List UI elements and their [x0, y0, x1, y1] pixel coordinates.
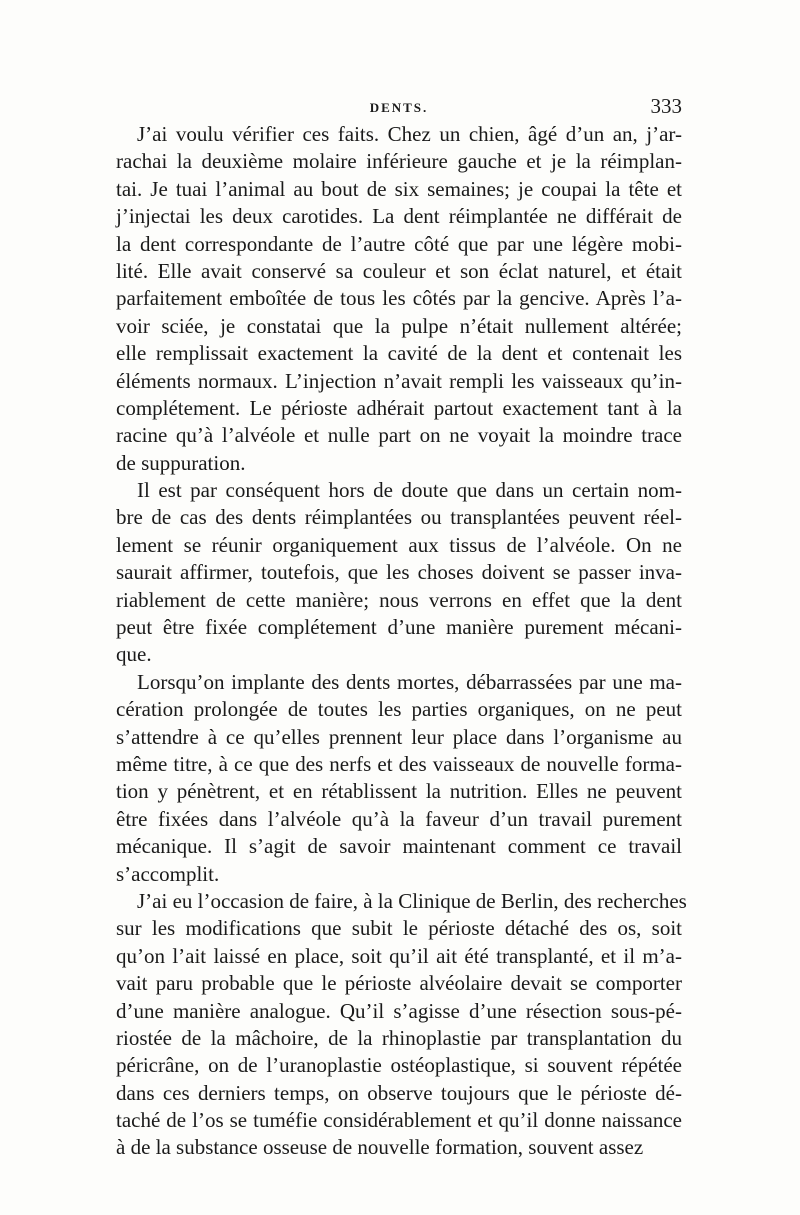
text-line: sur les modifications que subit le périoste détaché des os, soit	[116, 916, 682, 941]
text-line: riostée de la mâchoire, de la rhinoplastie par transplantation du	[116, 1025, 682, 1050]
paragraph	[116, 669, 682, 888]
text-line: dans ces derniers temps, on observe toujours que le périoste dé-	[116, 1080, 682, 1105]
text-line: même titre, à ce que des nerfs et des vaisseaux de nouvelle forma-	[116, 751, 682, 776]
paragraph	[116, 121, 682, 477]
text-line: elle remplissait exactement la cavité de la dent et contenait les	[116, 341, 682, 366]
page-number: 333	[650, 94, 682, 118]
text-line: tai. Je tuai l’animal au bout de six semaines; je coupai la tête et	[116, 176, 682, 201]
text-line: Lorsqu’on implante des dents mortes, débarrassées par une ma-	[137, 669, 682, 694]
text-line: parfaitement emboîtée de tous les côtés par la gencive. Après l’a-	[116, 286, 682, 311]
text-line: mécanique. Il s’agit de savoir maintenant comment ce travail	[116, 834, 682, 859]
text-line: s’accomplit.	[116, 861, 220, 886]
text-line: d’une manière analogue. Qu’il s’agisse d’une résection sous-pé-	[116, 998, 682, 1023]
body-text	[116, 121, 687, 1162]
text-line: tion y pénètrent, et en rétablissent la nutrition. Elles ne peuvent	[116, 779, 682, 804]
text-line: Il est par conséquent hors de doute que dans un certain nom-	[137, 478, 682, 503]
text-line: qu’on l’ait laissé en place, soit qu’il ait été transplanté, et il m’a-	[116, 943, 682, 968]
text-line: lité. Elle avait conservé sa couleur et son éclat naturel, et était	[116, 258, 682, 283]
paragraph	[116, 888, 687, 1162]
text-line: éléments normaux. L’injection n’avait rempli les vaisseaux qu’in-	[116, 368, 682, 393]
text-line: saurait affirmer, toutefois, que les choses doivent se passer inva-	[116, 560, 682, 585]
text-line: riablement de cette manière; nous verrons en effet que la dent	[116, 587, 682, 612]
text-line: taché de l’os se tuméfie considérablement et qu’il donne naissance	[116, 1108, 682, 1133]
text-line: J’ai eu l’occasion de faire, à la Clinique de Berlin, des recherches	[137, 888, 687, 913]
text-line: cération prolongée de toutes les parties organiques, on ne peut	[116, 697, 682, 722]
text-line: lement se réunir organiquement aux tissus de l’alvéole. On ne	[116, 532, 682, 557]
running-head	[116, 94, 682, 120]
text-line: racine qu’à l’alvéole et nulle part on ne voyait la moindre trace	[116, 423, 682, 448]
text-line: la dent correspondante de l’autre côté que par une légère mobi-	[116, 231, 682, 256]
text-line: j’injectai les deux carotides. La dent réimplantée ne différait de	[116, 204, 682, 229]
paragraph	[116, 477, 682, 669]
running-title: DENTS.	[369, 100, 429, 115]
text-line: J’ai voulu vérifier ces faits. Chez un chien, âgé d’un an, j’ar-	[137, 122, 682, 146]
text-line: vait paru probable que le périoste alvéolaire devait se comporter	[116, 971, 682, 996]
text-line: s’attendre à ce qu’elles prennent leur place dans l’organisme au	[116, 724, 682, 749]
text-line: à de la substance osseuse de nouvelle formation, souvent assez	[116, 1135, 644, 1160]
text-line: rachai la deuxième molaire inférieure gauche et je la réimplan-	[116, 149, 682, 174]
text-line: peut être fixée complétement d’une manière purement mécani-	[116, 615, 682, 640]
text-line: de suppuration.	[116, 450, 246, 475]
text-line: que.	[116, 642, 152, 667]
text-line: bre de cas des dents réimplantées ou transplantées peuvent réel-	[116, 505, 682, 530]
text-line: voir sciée, je constatai que la pulpe n’était nullement altérée;	[116, 313, 682, 338]
text-line: être fixées dans l’alvéole qu’à la faveur d’un travail purement	[116, 806, 682, 831]
text-line: complétement. Le périoste adhérait partout exactement tant à la	[116, 395, 682, 420]
text-line: péricrâne, on de l’uranoplastie ostéoplastique, si souvent répétée	[116, 1053, 682, 1078]
